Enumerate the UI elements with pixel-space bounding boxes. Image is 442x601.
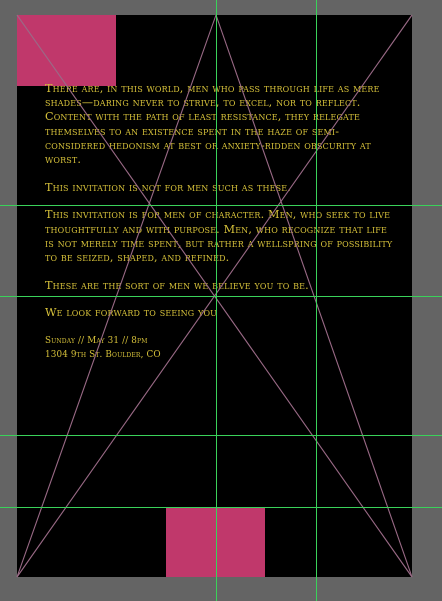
- event-address: 1304 9th St. Boulder, CO: [45, 350, 161, 361]
- paragraph-intro: There are, in this world, men who pass through life as mere shades—daring never to strive, to excel, nor to reflect. Content with the path of least resistance, they relegate themselves to an existence spent in the haze of semi-considered hedonism at best or anxiety-ridden obscurity at worst.: [45, 82, 380, 167]
- paragraph-closing: We look forward to seeing you: [45, 306, 218, 320]
- invitation-text-frame[interactable]: [45, 82, 395, 362]
- paragraph-for: This invitation is for men of character. Men, who seek to live thoughtfully and with purpose. Men, who recognize that life is not merely time spent, but rather a wellspring of possibility to be seized, shaped, and refined.: [45, 208, 393, 265]
- accent-block-bottom[interactable]: [166, 507, 265, 577]
- paragraph-belief: These are the sort of men we believe you to be.: [45, 278, 309, 292]
- accent-block-top[interactable]: [17, 15, 116, 86]
- paragraph-not-for: This invitation is not for men such as these.: [45, 180, 291, 194]
- event-date: Sunday // May 31 // 8pm: [45, 336, 148, 347]
